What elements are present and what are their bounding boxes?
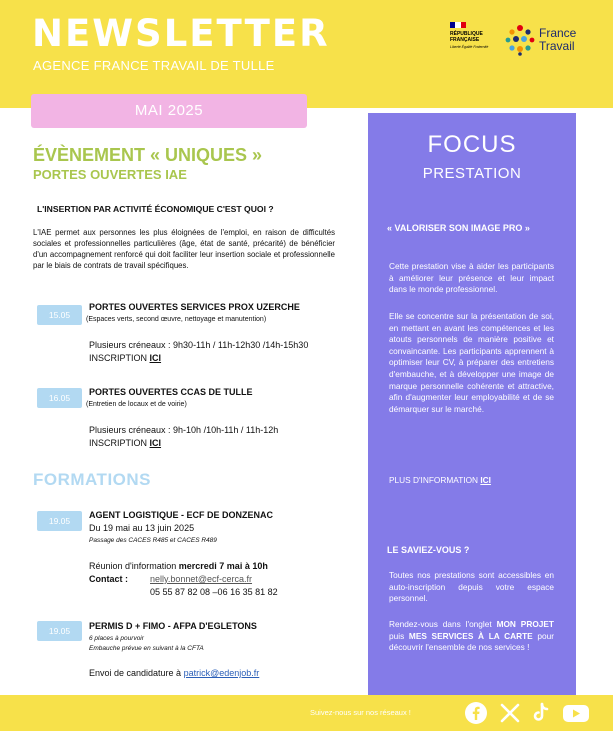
- footer-banner: [0, 695, 613, 731]
- iae-description: L'IAE permet aux personnes les plus éloignées de l'emploi, en raison de difficultés sociales et professionnelles particulières (âge, état de santé, précarité) de bénéficier d'un accompagnement renforcé qui doit faciliter leur insertion sociale et professionnelle par le biais de contrats de travail spécifiques.: [33, 228, 335, 270]
- focus-subtitle: PRESTATION: [422, 165, 522, 182]
- contact-label: Contact :: [89, 574, 128, 584]
- event-title: ÉVÈNEMENT « UNIQUES »: [33, 145, 263, 165]
- formation-dates: Du 19 mai au 13 juin 2025: [89, 523, 195, 533]
- agency-subtitle: AGENCE FRANCE TRAVAIL DE TULLE: [33, 58, 275, 73]
- saviez-text: Toutes nos prestations sont accessibles en auto-inscription depuis votre espace personnel.: [389, 570, 554, 604]
- header-banner: [0, 0, 613, 108]
- apply-prefix: Envoi de candidature à: [89, 668, 184, 678]
- rf-line2: FRANÇAISE: [450, 37, 480, 43]
- formation-meeting: [89, 560, 268, 572]
- event-item-detail: (Entretien de locaux et de voirie): [86, 401, 187, 408]
- formation-title: AGENT LOGISTIQUE - ECF DE DONZENAC: [89, 510, 274, 520]
- formation-apply: [89, 667, 259, 679]
- focus-panel: [368, 113, 576, 695]
- meeting-prefix: Réunion d'information: [89, 561, 179, 571]
- onglet-part: puis: [389, 630, 409, 641]
- facebook-icon[interactable]: [463, 700, 489, 726]
- onglet-part: pour découvrir l'ensemble de nos services !: [389, 630, 554, 653]
- footer-follow-text: Suivez-nous sur nos réseaux !: [310, 708, 411, 717]
- formation-title: PERMIS D + FIMO - AFPA D'EGLETONS: [89, 621, 257, 631]
- rf-motto: Liberté Égalité Fraternité: [450, 45, 489, 49]
- formation-date-badge: 19.05: [37, 621, 82, 641]
- formation-date-badge: 19.05: [37, 511, 82, 531]
- event-date-badge: 16.05: [37, 388, 82, 408]
- event-item-title: PORTES OUVERTES SERVICES PROX UZERCHE: [89, 302, 300, 312]
- event-item-title: PORTES OUVERTES CCAS DE TULLE: [89, 387, 253, 397]
- meeting-date: mercredi 7 mai à 10h: [178, 561, 268, 571]
- formation-detail: Embauche prévue en suivant à la CFTA: [89, 645, 204, 652]
- france-travail-dots-icon: [504, 24, 536, 56]
- republique-francaise-logo: [450, 22, 498, 49]
- event-item-detail: (Espaces verts, second œuvre, nettoyage et manutention): [86, 316, 267, 323]
- french-flag-icon: [450, 22, 466, 28]
- youtube-icon[interactable]: [561, 700, 591, 726]
- onglet-text: [389, 619, 554, 654]
- contact-email-link[interactable]: nelly.bonnet@ecf-cerca.fr: [150, 574, 253, 584]
- x-icon[interactable]: [497, 700, 523, 726]
- saviez-heading: LE SAVIEZ-VOUS ?: [387, 545, 470, 555]
- contact-phone: 05 55 87 82 08 –06 16 35 81 82: [150, 587, 278, 597]
- event-item-slots: Plusieurs créneaux : 9h30-11h / 11h-12h30 /14h-15h30: [89, 340, 309, 350]
- issue-date-badge: MAI 2025: [31, 94, 307, 128]
- rf-line1: RÉPUBLIQUE: [450, 31, 483, 37]
- france-travail-line1: France: [539, 26, 577, 40]
- apply-email-link[interactable]: patrick@edenjob.fr: [183, 668, 260, 678]
- tiktok-icon[interactable]: [528, 700, 554, 726]
- more-info-prefix: PLUS D'INFORMATION: [389, 475, 481, 485]
- onglet-mes-services: MES SERVICES À LA CARTE: [408, 630, 533, 641]
- formation-detail: 6 places à pourvoir: [89, 635, 144, 642]
- inscription-label: INSCRIPTION: [89, 353, 148, 363]
- france-travail-line2: Travail: [539, 39, 575, 53]
- event-item-inscription: [89, 437, 161, 449]
- focus-title: FOCUS: [427, 131, 517, 158]
- focus-paragraph-2: Elle se concentre sur la présentation de soi, en mettant en avant les compétences et les atouts personnels de manière positive et convaincante. Les participants apprennent à optimiser leur CV, à préparer des entretiens d'embauche, et à développer une image de marque personnelle cohérente et attractive, afin d'augmenter leur employabilité et de se démarquer sur le marché.: [389, 311, 554, 414]
- onglet-mon-projet: MON PROJET: [496, 619, 554, 629]
- focus-heading: « VALORISER SON IMAGE PRO »: [387, 223, 530, 233]
- focus-paragraph-1: Cette prestation vise à aider les participants à améliorer leur présence et leur impact dans le monde professionnel.: [389, 261, 554, 295]
- onglet-part: Rendez-vous dans l'onglet: [389, 619, 497, 629]
- event-item-inscription: [89, 352, 161, 364]
- inscription-link[interactable]: ICI: [149, 353, 162, 363]
- event-item-slots: Plusieurs créneaux : 9h-10h /10h-11h / 11h-12h: [89, 425, 279, 435]
- formation-detail: Passage des CACES R485 et CACES R489: [89, 537, 217, 544]
- formations-heading: FORMATIONS: [33, 470, 152, 489]
- newsletter-title: NEWSLETTER: [32, 12, 330, 55]
- focus-more-info: [389, 475, 554, 487]
- more-info-link[interactable]: ICI: [480, 475, 491, 485]
- iae-question: L'INSERTION PAR ACTIVITÉ ÉCONOMIQUE C'EST QUOI ?: [37, 204, 274, 214]
- inscription-label: INSCRIPTION: [89, 438, 148, 448]
- inscription-link[interactable]: ICI: [149, 438, 162, 448]
- event-date-badge: 15.05: [37, 305, 82, 325]
- france-travail-logo: [504, 24, 576, 56]
- event-subtitle: PORTES OUVERTES IAE: [33, 167, 187, 182]
